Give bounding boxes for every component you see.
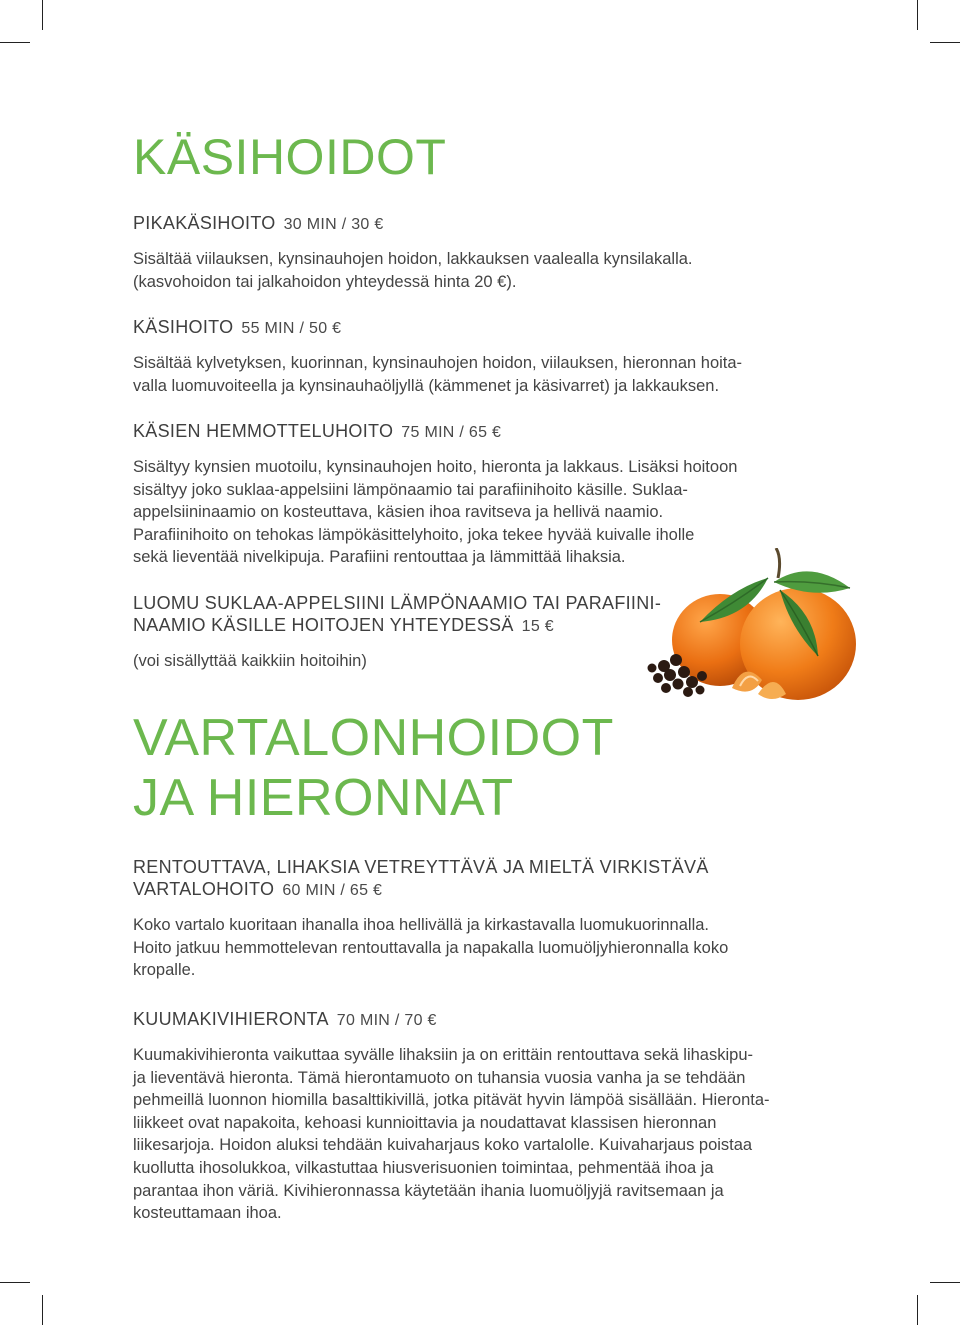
oranges-and-chocolate-chips-image [640,548,960,708]
treatment-kasien-hemmotteluhoito [133,420,833,569]
crop-mark [917,1295,918,1325]
treatment-heading [133,856,833,902]
description-line: kosteuttamaan ihoa. [133,1204,282,1223]
description-line: pehmeillä luonnon hiomilla basalttikivillä, jotka pitävät hyvin lämpöä sisällään. Hieronta- [133,1091,770,1110]
treatment-heading [133,212,833,236]
treatment-heading [133,316,833,340]
treatment-description [133,248,833,293]
description-line: Sisältää kylvetyksen, kuorinnan, kynsinauhojen hoidon, viilauksen, hieronnan hoita- [133,354,743,372]
treatment-name: RENTOUTTAVA, LIHAKSIA VETREYTTÄVÄ JA MIELTÄ VIRKISTÄVÄ [133,857,709,877]
description-line: kuollutta ihosolukkoa, vilkastuttaa hiusverisuonien toimintaa, pehmentää ihoa ja [133,1158,714,1177]
description-line: ja lieventävä hieronta. Tämä hierontamuoto on tuhansia vuosia vanha ja se tehdään [133,1068,746,1087]
treatment-price: 75 MIN / 65 € [401,424,502,441]
crop-mark [930,1282,960,1283]
description-line: Parafiinihoito on tehokas lämpökäsittelyhoito, joka tekee hyvää kuivalle iholle [133,525,695,544]
treatment-kuumakivihieronta [133,1008,833,1225]
description-line: sisältyy joko suklaa-appelsiini lämpönaamio tai parafiinihoito käsille. Suklaa- [133,480,688,499]
description-line: Sisältyy kynsien muotoilu, kynsinauhojen hoito, hieronta ja lakkaus. Lisäksi hoitoon [133,458,738,476]
crop-mark [0,1282,30,1283]
treatment-name: KÄSIEN HEMMOTTELUHOITO [133,421,394,441]
treatment-heading [133,1008,833,1032]
description-line: valla luomuvoiteella ja kynsinauhaöljyllä (kämmenet ja käsivarret) ja lakkauksen. [133,376,720,395]
crop-mark [42,0,43,30]
section-title-vartalonhoidot [133,708,614,828]
treatment-name: KÄSIHOITO [133,317,234,337]
treatment-name: PIKAKÄSIHOITO [133,213,276,233]
treatment-heading [133,420,833,444]
description-line: Hoito jatkuu hemmottelevan rentouttavalla ja napakalla luomuöljyhieronnalla koko [133,938,729,957]
description-line: Koko vartalo kuoritaan ihanalla ihoa hellivällä ja kirkastavalla luomukuorinnalla. [133,916,709,934]
section-title-kasihoidot: KÄSIHOIDOT [133,129,447,185]
treatment-kasihoito [133,316,833,397]
treatment-name: KUUMAKIVIHIERONTA [133,1009,329,1029]
description-line: Sisältää viilauksen, kynsinauhojen hoidon, lakkauksen vaalealla kynsilakalla. [133,250,693,268]
treatment-description [133,352,833,397]
description-line: (voi sisällyttää kaikkiin hoitoihin) [133,652,367,670]
description-line: sekä lieventää nivelkipuja. Parafiini rentouttaa ja lämmittää lihaksia. [133,548,626,567]
description-line: liikesarjoja. Hoidon aluksi tehdään kuivaharjaus koko vartalolle. Kuivaharjaus poistaa [133,1136,753,1155]
description-line: (kasvohoidon tai jalkahoidon yhteydessä hinta 20 €). [133,272,517,291]
treatment-name: VARTALOHOITO [133,879,275,899]
treatment-price: 15 € [521,618,554,635]
description-line: appelsiininaamio on kosteuttava, käsien ihoa ravitseva ja hellivä naamio. [133,503,664,522]
description-line: liikkeet ovat napakoita, kehoasi kunnioittavia ja noudattavat klassisen hieronnan [133,1113,717,1132]
crop-mark [930,42,960,43]
treatment-name: LUOMU SUKLAA-APPELSIINI LÄMPÖNAAMIO TAI PARAFIINI- [133,593,662,613]
description-line: parantaa ihon väriä. Kivihieronnassa käytetään ihania luomuöljyjä ravitsemaan ja [133,1181,724,1200]
treatment-vartalohoito [133,856,833,982]
title-line: VARTALONHOIDOT [133,709,614,767]
crop-mark [917,0,918,30]
treatment-description [133,1044,833,1225]
treatment-price: 70 MIN / 70 € [336,1012,437,1029]
crop-mark [0,42,30,43]
treatment-name: NAAMIO KÄSILLE HOITOJEN YHTEYDESSÄ [133,615,514,635]
treatment-pikakasihoito [133,212,833,293]
treatment-price: 55 MIN / 50 € [241,320,342,337]
treatment-price: 60 MIN / 65 € [282,882,383,899]
title-line: JA HIERONNAT [133,769,514,827]
description-line: kropalle. [133,961,196,980]
crop-mark [42,1295,43,1325]
treatment-name-line-2 [133,878,833,902]
treatment-description [133,914,833,982]
description-line: Kuumakivihieronta vaikuttaa syvälle lihaksiin ja on erittäin rentouttava sekä lihaskipu- [133,1046,753,1064]
treatment-price: 30 MIN / 30 € [283,216,384,233]
